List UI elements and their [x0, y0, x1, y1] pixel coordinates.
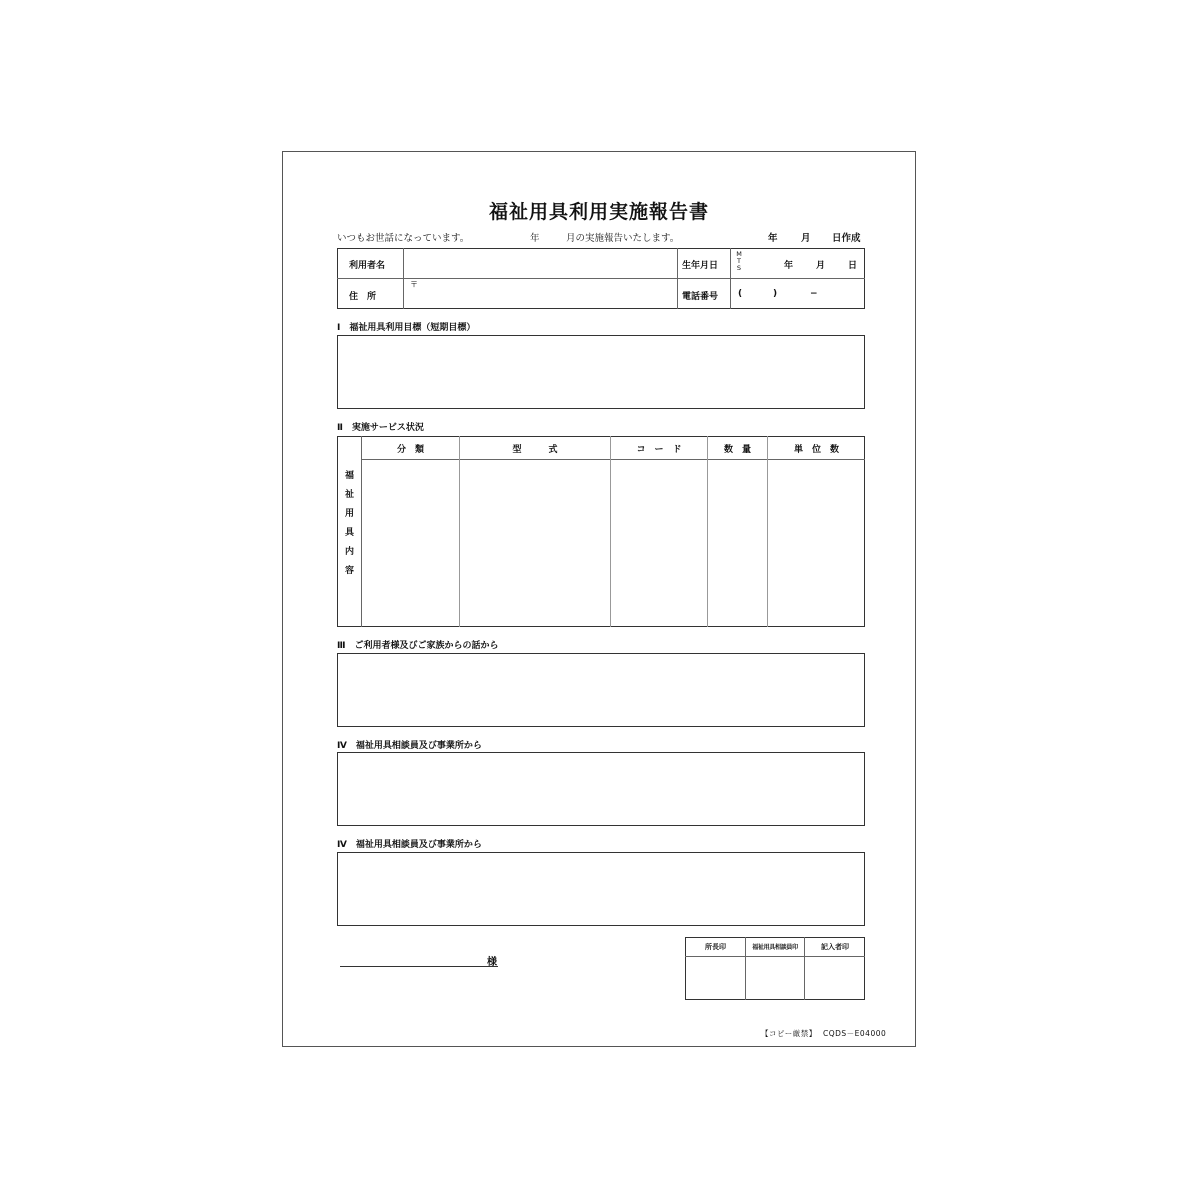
stamp-cell-writer[interactable] — [806, 958, 863, 998]
era-selector[interactable] — [735, 251, 743, 272]
postal-mark: 〒 — [410, 280, 418, 289]
user-name-label: 利用者名 — [349, 261, 386, 271]
service-side-divider — [361, 436, 362, 627]
created-year-label: 年 — [768, 233, 778, 244]
birth-year-label: 年 — [784, 261, 794, 271]
greeting-text: いつもお世話になっています。 — [337, 233, 470, 244]
phone-close-paren: ) — [773, 289, 778, 299]
document-title: 福祉用具利用実施報告書 — [488, 201, 709, 223]
section-4b-heading: Ⅳ 福祉用具相談員及び事業所から — [337, 840, 482, 850]
user-info-mid-divider — [677, 248, 678, 309]
report-sheet — [282, 151, 916, 1047]
birthdate-label: 生年月日 — [682, 261, 719, 271]
section-3-heading: Ⅲ ご利用者様及びご家族からの話から — [337, 641, 499, 651]
era-t: T — [737, 257, 741, 265]
service-side-label: 福祉用具内容 — [343, 470, 353, 584]
service-table — [337, 436, 865, 627]
family-comments-textbox[interactable] — [337, 653, 865, 727]
staff-comments-textbox-1[interactable] — [337, 752, 865, 826]
report-month-label: 月の実施報告いたします。 — [566, 233, 680, 244]
col-divider-2 — [610, 436, 611, 627]
stamp-cell-director[interactable] — [687, 958, 744, 998]
section-4a-heading: Ⅳ 福祉用具相談員及び事業所から — [337, 741, 482, 751]
col-header-category: 分 類 — [396, 445, 424, 455]
col-divider-3 — [707, 436, 708, 627]
user-info-right-divider — [730, 248, 731, 309]
form-code: CQDS－E04000 — [823, 1029, 887, 1038]
section-1-heading: Ⅰ 福祉用具利用目標（短期目標） — [337, 323, 476, 333]
stamp-header-writer: 記入者印 — [821, 943, 849, 951]
col-header-code: コ ー ド — [636, 445, 682, 455]
era-s: S — [736, 264, 742, 272]
report-year-label: 年 — [530, 233, 540, 244]
era-m: M — [736, 250, 742, 258]
stamp-header-counselor: 福祉用具相談員印 — [752, 944, 798, 951]
stamp-cell-counselor[interactable] — [747, 958, 803, 998]
stamp-header-director: 所長印 — [705, 943, 726, 951]
phone-field[interactable] — [732, 280, 862, 307]
phone-dash: − — [810, 289, 818, 299]
col-header-quantity: 数 量 — [723, 445, 751, 455]
copy-prohibited-note: 【コピー厳禁】 — [761, 1029, 817, 1038]
col-divider-4 — [767, 436, 768, 627]
staff-comments-textbox-2[interactable] — [337, 852, 865, 926]
col-header-model: 型 式 — [512, 445, 558, 455]
address-label: 住 所 — [349, 292, 377, 302]
service-header-divider — [361, 459, 865, 460]
signature-sama: 様 — [487, 957, 497, 968]
birth-day-label: 日 — [848, 261, 858, 271]
goal-textbox[interactable] — [337, 335, 865, 409]
address-field[interactable] — [405, 280, 675, 307]
col-divider-1 — [459, 436, 460, 627]
birth-month-label: 月 — [816, 261, 826, 271]
stamp-header-divider — [685, 956, 865, 957]
signature-line[interactable] — [340, 966, 498, 967]
phone-label: 電話番号 — [682, 292, 719, 302]
section-2-heading: Ⅱ 実施サービス状況 — [337, 423, 424, 433]
user-name-field[interactable] — [405, 250, 675, 277]
phone-open-paren: ( — [738, 289, 743, 299]
created-month-label: 月 — [801, 233, 811, 244]
user-info-label-divider — [403, 248, 404, 309]
created-date-label: 日作成 — [832, 233, 861, 244]
col-header-units: 単 位 数 — [793, 445, 839, 455]
